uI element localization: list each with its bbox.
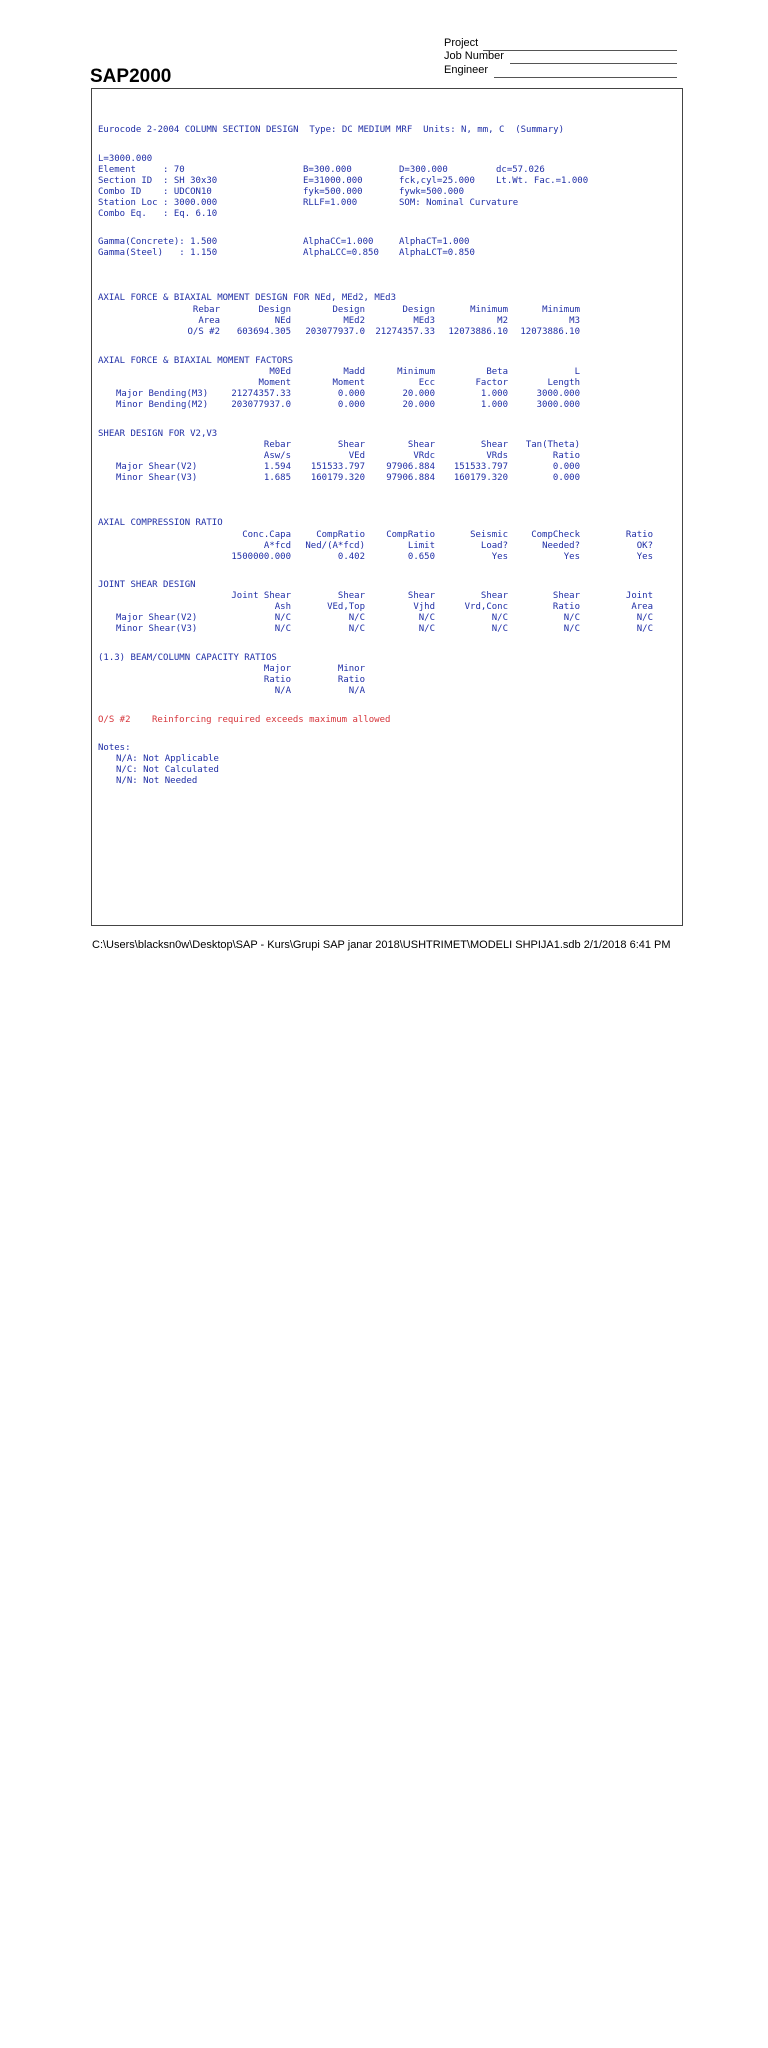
table-cell: 0.000 <box>552 462 580 472</box>
table-cell: N/C <box>563 613 580 623</box>
table-header: Ratio <box>625 530 653 540</box>
table-cell: 203077937.0 <box>305 327 365 337</box>
table-header: Design <box>402 305 435 315</box>
table-cell: 1.685 <box>263 473 291 483</box>
table-header: Ash <box>274 602 291 612</box>
table-cell: 12073886.10 <box>520 327 580 337</box>
table-cell: 160179.320 <box>310 473 365 483</box>
table-cell: 20.000 <box>402 389 435 399</box>
table-header: Ratio <box>337 675 365 685</box>
table-header: Shear <box>407 591 435 601</box>
section-id-value: Section ID : SH 30x30 <box>98 176 218 186</box>
table-header: VRds <box>486 451 508 461</box>
table-header: Minimum <box>542 305 580 315</box>
table-cell: N/C <box>348 613 365 623</box>
table-cell: N/C <box>274 624 291 634</box>
note-item: N/C: Not Calculated <box>116 765 219 775</box>
row-label: Minor Shear(V3) <box>116 624 198 634</box>
table-cell: 151533.797 <box>453 462 508 472</box>
table-header: Shear <box>337 591 365 601</box>
table-header: Needed? <box>542 541 580 551</box>
axial-compression-heading: AXIAL COMPRESSION RATIO <box>98 518 223 528</box>
table-header: Rebar <box>192 305 220 315</box>
table-header: Shear <box>552 591 580 601</box>
project-label: Project <box>444 37 479 49</box>
combo-id-value: Combo ID : UDCON10 <box>98 187 212 197</box>
alpha-lcc: AlphaLCC=0.850 <box>303 248 379 258</box>
table-cell: N/C <box>636 624 653 634</box>
fck-value: fck,cyl=25.000 <box>399 176 475 186</box>
table-header: Vjhd <box>413 602 435 612</box>
som-value: SOM: Nominal Curvature <box>399 198 519 208</box>
table-header: Tan(Theta) <box>525 440 580 450</box>
table-header: Conc.Capa <box>242 530 291 540</box>
table-header: M3 <box>569 316 580 326</box>
table-header: Design <box>258 305 291 315</box>
length-value: L=3000.000 <box>98 154 153 164</box>
table-cell: N/A <box>348 686 365 696</box>
table-header: Minor <box>337 664 365 674</box>
table-header: Moment <box>258 378 291 388</box>
table-cell: 97906.884 <box>386 473 435 483</box>
e-value: E=31000.000 <box>303 176 363 186</box>
note-item: N/N: Not Needed <box>116 776 198 786</box>
table-header: Shear <box>480 591 508 601</box>
table-cell: N/C <box>636 613 653 623</box>
table-header: Asw/s <box>263 451 291 461</box>
table-header: Load? <box>480 541 508 551</box>
table-cell: 203077937.0 <box>231 400 291 410</box>
table-cell: Yes <box>563 552 580 562</box>
alpha-cc: AlphaCC=1.000 <box>303 237 374 247</box>
table-cell: N/C <box>274 613 291 623</box>
station-loc-value: Station Loc : 3000.000 <box>98 198 218 208</box>
table-cell: N/C <box>491 613 508 623</box>
table-cell: 160179.320 <box>453 473 508 483</box>
engineer-field-line <box>494 77 677 78</box>
row-label: Minor Bending(M2) <box>116 400 209 410</box>
table-cell: 21274357.33 <box>375 327 435 337</box>
row-label: Major Shear(V2) <box>116 613 198 623</box>
table-header: Factor <box>475 378 508 388</box>
table-header: Ecc <box>418 378 435 388</box>
table-header: Area <box>631 602 653 612</box>
table-header: Ratio <box>552 602 580 612</box>
table-cell: 0.000 <box>337 389 365 399</box>
table-header: Joint Shear <box>231 591 291 601</box>
footer-file-path: C:\Users\blacksn0w\Desktop\SAP - Kurs\Grupi SAP janar 2018\USHTRIMET\MODELI SHPIJA1.sdb 2/1/2018 6:41 PM <box>92 939 671 951</box>
table-cell: N/A <box>274 686 291 696</box>
axial-design-heading: AXIAL FORCE & BIAXIAL MOMENT DESIGN FOR NEd, MEd2, MEd3 <box>98 293 397 303</box>
table-header: Minimum <box>470 305 508 315</box>
combo-eq-value: Combo Eq. : Eq. 6.10 <box>98 209 218 219</box>
table-header: M2 <box>497 316 508 326</box>
table-header: Moment <box>332 378 365 388</box>
row-label: Minor Shear(V3) <box>116 473 198 483</box>
table-header: Shear <box>480 440 508 450</box>
table-header: Shear <box>337 440 365 450</box>
report-title: Eurocode 2-2004 COLUMN SECTION DESIGN Type: DC MEDIUM MRF Units: N, mm, C (Summary) <box>98 125 564 135</box>
table-header: VEd,Top <box>327 602 365 612</box>
table-header: Major <box>263 664 291 674</box>
table-cell: 1.000 <box>480 389 508 399</box>
table-cell: 603694.305 <box>236 327 291 337</box>
engineer-label: Engineer <box>444 64 489 76</box>
table-header: OK? <box>636 541 653 551</box>
b-value: B=300.000 <box>303 165 352 175</box>
table-header: Area <box>198 316 220 326</box>
rllf-value: RLLF=1.000 <box>303 198 358 208</box>
table-header: Minimum <box>397 367 435 377</box>
d-value: D=300.000 <box>399 165 448 175</box>
warning-label: O/S #2 <box>98 715 131 725</box>
table-cell: N/C <box>418 613 435 623</box>
table-header: Ratio <box>552 451 580 461</box>
table-header: MEd2 <box>343 316 365 326</box>
alpha-ct: AlphaCT=1.000 <box>399 237 470 247</box>
table-header: VRdc <box>413 451 435 461</box>
table-cell: 0.000 <box>552 473 580 483</box>
job-number-field-line <box>510 63 677 64</box>
fyk-value: fyk=500.000 <box>303 187 363 197</box>
table-header: Rebar <box>263 440 291 450</box>
gamma-steel: Gamma(Steel) : 1.150 <box>98 248 218 258</box>
joint-shear-heading: JOINT SHEAR DESIGN <box>98 580 196 590</box>
table-header: Ratio <box>263 675 291 685</box>
table-header: Shear <box>407 440 435 450</box>
table-header: NEd <box>274 316 291 326</box>
alpha-lct: AlphaLCT=0.850 <box>399 248 475 258</box>
fywk-value: fywk=500.000 <box>399 187 465 197</box>
app-title: SAP2000 <box>90 66 172 87</box>
capacity-ratios-heading: (1.3) BEAM/COLUMN CAPACITY RATIOS <box>98 653 277 663</box>
table-header: VEd <box>348 451 365 461</box>
job-number-label: Job Number <box>444 50 504 62</box>
table-cell: Yes <box>491 552 508 562</box>
table-cell: N/C <box>563 624 580 634</box>
table-cell: 151533.797 <box>310 462 365 472</box>
table-cell: 20.000 <box>402 400 435 410</box>
table-header: Length <box>547 378 580 388</box>
table-header: CompCheck <box>531 530 580 540</box>
table-header: Madd <box>343 367 365 377</box>
table-header: Seismic <box>470 530 508 540</box>
table-header: M0Ed <box>269 367 291 377</box>
table-cell: N/C <box>491 624 508 634</box>
element-value: Element : 70 <box>98 165 185 175</box>
row-label: O/S #2 <box>187 327 220 337</box>
table-header: Joint <box>625 591 653 601</box>
table-cell: 1500000.000 <box>231 552 291 562</box>
table-cell: 12073886.10 <box>448 327 508 337</box>
shear-design-heading: SHEAR DESIGN FOR V2,V3 <box>98 429 218 439</box>
note-item: N/A: Not Applicable <box>116 754 219 764</box>
row-label: Major Bending(M3) <box>116 389 209 399</box>
table-header: Beta <box>486 367 508 377</box>
table-header: Vrd,Conc <box>464 602 508 612</box>
table-cell: 3000.000 <box>536 389 580 399</box>
table-cell: 1.594 <box>263 462 291 472</box>
table-cell: 0.650 <box>407 552 435 562</box>
table-cell: 0.402 <box>337 552 365 562</box>
table-cell: N/C <box>348 624 365 634</box>
table-cell: Yes <box>636 552 653 562</box>
row-label: Major Shear(V2) <box>116 462 198 472</box>
dc-value: dc=57.026 <box>496 165 545 175</box>
table-header: MEd3 <box>413 316 435 326</box>
moment-factors-heading: AXIAL FORCE & BIAXIAL MOMENT FACTORS <box>98 356 294 366</box>
table-cell: 1.000 <box>480 400 508 410</box>
project-field-line <box>483 50 677 51</box>
table-header: L <box>574 367 580 377</box>
table-cell: 21274357.33 <box>231 389 291 399</box>
table-cell: 3000.000 <box>536 400 580 410</box>
table-cell: 97906.884 <box>386 462 435 472</box>
table-cell: N/C <box>418 624 435 634</box>
table-header: Design <box>332 305 365 315</box>
table-cell: 0.000 <box>337 400 365 410</box>
gamma-concrete: Gamma(Concrete): 1.500 <box>98 237 218 247</box>
table-header: CompRatio <box>386 530 435 540</box>
notes-heading: Notes: <box>98 743 131 753</box>
table-header: CompRatio <box>316 530 365 540</box>
table-header: Ned/(A*fcd) <box>305 541 365 551</box>
ltwt-value: Lt.Wt. Fac.=1.000 <box>496 176 589 186</box>
table-header: A*fcd <box>263 541 291 551</box>
table-header: Limit <box>407 541 435 551</box>
warning-text: Reinforcing required exceeds maximum allowed <box>152 715 391 725</box>
